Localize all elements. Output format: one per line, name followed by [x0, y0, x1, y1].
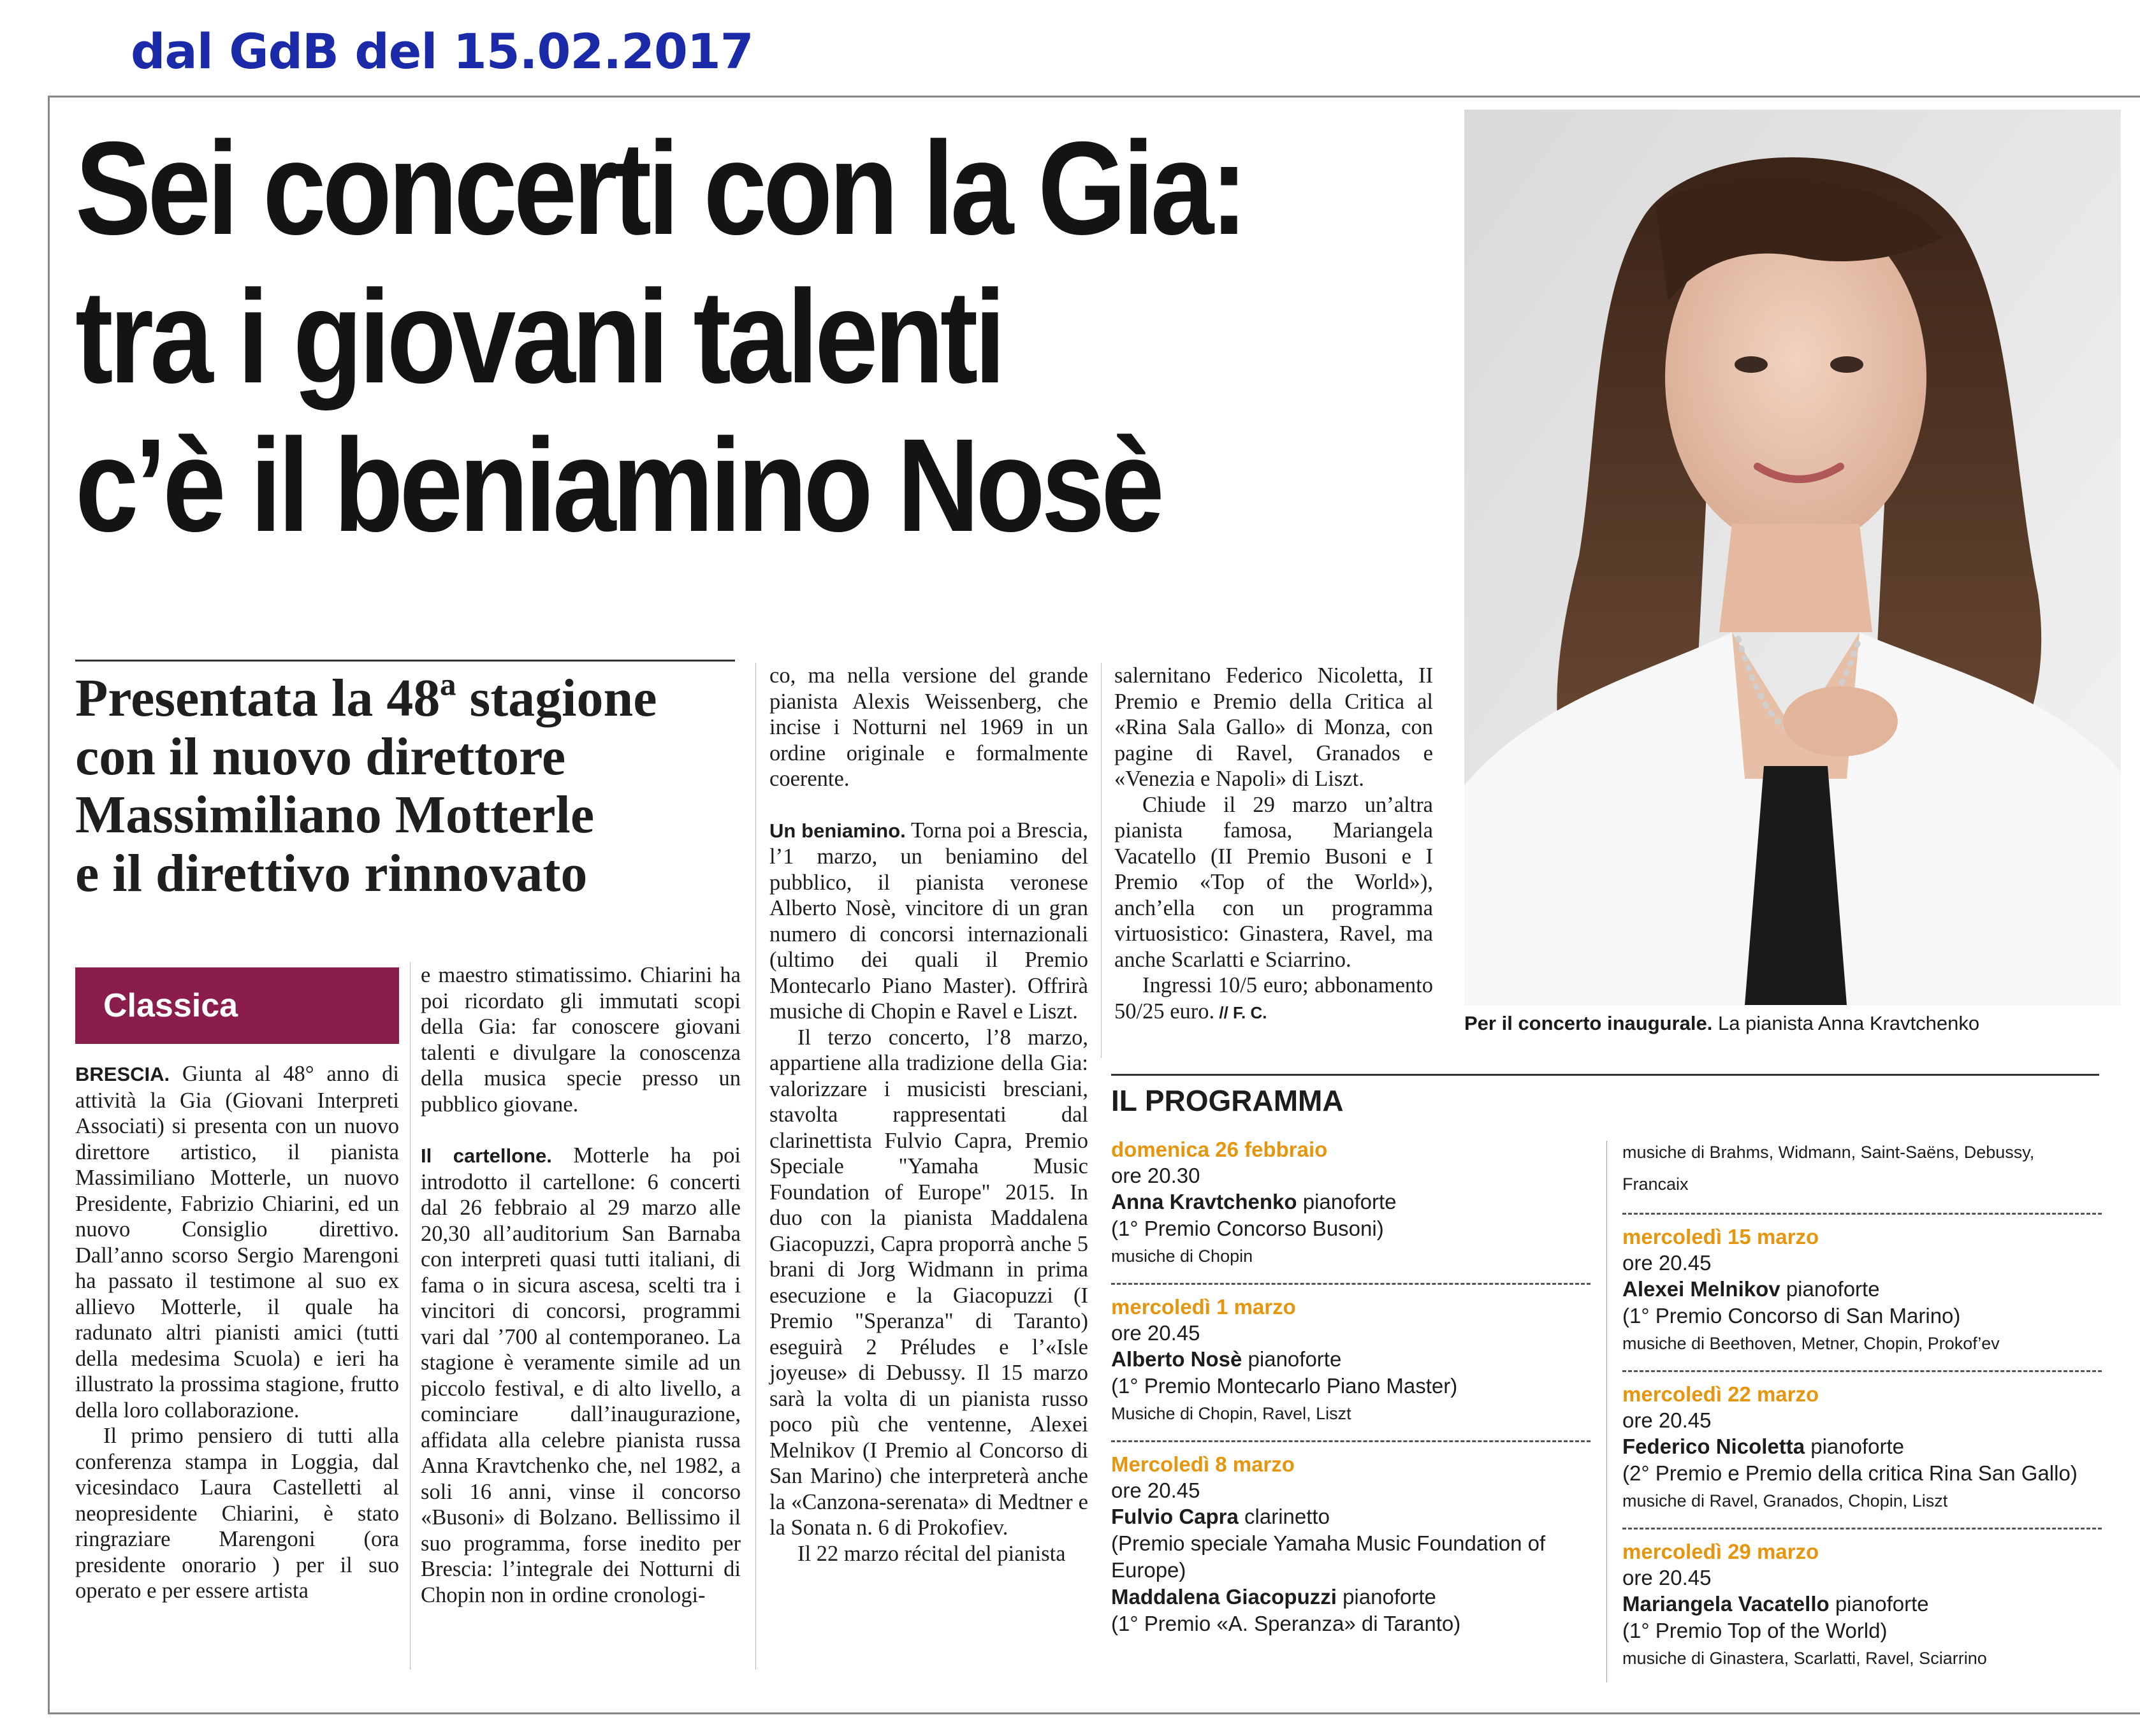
subhead-line-4: e il direttivo rinnovato: [75, 843, 588, 903]
body-column-3: [769, 663, 1088, 1566]
subhead-line-3: Massimiliano Motterle: [75, 785, 595, 845]
paragraph: [421, 1143, 741, 1608]
program-entry-continued: [1622, 1136, 2102, 1205]
photo-caption: [1464, 1012, 2121, 1035]
paragraph: Il 22 marzo récital del pianista: [797, 1541, 1066, 1566]
performer-instrument: pianoforte: [1780, 1277, 1880, 1301]
performer: [1622, 1591, 2102, 1617]
body-column-2: [421, 962, 741, 1608]
column-divider: [1101, 663, 1102, 1058]
paragraph: Il terzo concerto, l’8 marzo, appartiene alla tradizione della Gia: valorizzare i musicisti bresciani, stavolta rappresentati dal clarinettista Fulvio Capra, Premio Speciale "Yamaha Music Foundation of Europe" 2015. In duo con la pianista Maddalena Giacopuzzi, Capra proporrà anche 5 brani di Jorg Widmann in prima esecuzione e la Giacopuzzi (I Premio "Speranza" di Taranto) eseguirà 2 Préludes e l’«Isle joyeuse» di Debussy. Il 15 marzo sarà la volta di un pianista russo poco più che ventenne, Alexei Melnikov (I Premio al Concorso di San Marino) che interpreterà anche la «Canzona-serenata» di Medtner e la Sonata n. 6 di Prokofiev.: [769, 1025, 1088, 1540]
performer-prize: (1° Premio Concorso di San Marino): [1622, 1304, 1961, 1327]
performer: [1622, 1276, 2102, 1303]
paragraph: co, ma nella versione del grande pianista Alexis Weissenberg, che incise i Notturni nel 1969 in un ordine originale e formalmente coerente.: [769, 663, 1088, 791]
concert-date: Mercoledì 8 marzo: [1111, 1452, 1295, 1476]
paragraph: [1114, 973, 1433, 1025]
concert-time: ore 20.45: [1111, 1321, 1200, 1345]
paragraph: salernitano Federico Nicoletta, II Premio e Premio della Critica al «Rina Sala Gallo» di Monza, con pagine di Ravel, Granados e «Venezia e Napoli» di Liszt.: [1114, 663, 1433, 791]
performer: [1111, 1346, 1590, 1373]
performer-prize: (1° Premio «A. Speranza» di Taranto): [1111, 1612, 1461, 1635]
paragraph-text: Motterle ha poi introdotto il cartellone: 6 concerti dal 26 febbraio al 29 marzo alle 20,30 all’auditorium San Barnaba con interpreti quasi tutti italiani, di fama o in sicura ascesa, scelti tra i vincitori di concorsi, programmi vari dal ’700 al contemporaneo. La stagione è veramente simile ad un piccolo festival, e di alto livello, a cominciare dall’inaugurazione, affidata alla celebre pianista russa Anna Kravtchenko che, nel 1982, a soli 16 anni, vinse il concorso «Busoni» di Bolzano. Bellissimo il suo programma, forse inedito per Brescia: l’integrale dei Notturni di Chopin non in ordine cronologi-: [421, 1143, 741, 1607]
subsection-lead: Il cartellone.: [421, 1145, 552, 1167]
performer-name: Anna Kravtchenko: [1111, 1190, 1297, 1213]
subhead-rule: [75, 660, 735, 662]
performer-prize: (1° Premio Top of the World): [1622, 1619, 1888, 1642]
concert-time: ore 20.45: [1111, 1479, 1200, 1502]
concert-music: musiche di Chopin: [1111, 1247, 1253, 1266]
performer: [1111, 1503, 1590, 1530]
performer-instrument: pianoforte: [1336, 1585, 1436, 1609]
performer-name: Alberto Nosè: [1111, 1347, 1242, 1371]
paragraph-text: Torna poi a Brescia, l’1 marzo, un beniamino del pubblico, il pianista veronese Alberto Nosè, vincitore di un gran numero di concorsi internazionali (ultimo dei quali il Premio Montecarlo Piano Master). Offrirà musiche di Chopin e Ravel e Liszt.: [769, 818, 1088, 1024]
concert-music: musiche di Brahms, Widmann, Saint-Saëns, Debussy, Francaix: [1622, 1143, 2035, 1194]
paragraph: [769, 818, 1088, 1025]
concert-date: mercoledì 15 marzo: [1622, 1225, 1819, 1248]
section-tag: Classica: [75, 967, 399, 1044]
dateline: BRESCIA.: [75, 1063, 170, 1085]
performer-prize: (2° Premio e Premio della critica Rina San Gallo): [1622, 1461, 2078, 1485]
performer-instrument: pianoforte: [1297, 1190, 1397, 1213]
body-column-4: [1114, 663, 1433, 1025]
concert-music: Musiche di Chopin, Ravel, Liszt: [1111, 1404, 1351, 1423]
performer-prize: (1° Premio Concorso Busoni): [1111, 1217, 1384, 1240]
subsection-lead: Un beniamino.: [769, 819, 906, 842]
program-entry: [1111, 1283, 1590, 1433]
caption-lead: Per il concerto inaugurale.: [1464, 1012, 1713, 1034]
concert-time: ore 20.45: [1622, 1408, 1712, 1432]
program-entry: [1622, 1370, 2102, 1520]
headline-line-3: c’è il beniamino Nosè: [75, 411, 1161, 560]
program-column-left: [1111, 1136, 1590, 1642]
performer-instrument: pianoforte: [1242, 1347, 1342, 1371]
paragraph: [75, 1061, 399, 1423]
source-note: dal GdB del 15.02.2017: [131, 23, 753, 80]
body-column-1: [75, 1061, 399, 1604]
column-divider: [755, 663, 756, 1670]
concert-date: mercoledì 29 marzo: [1622, 1540, 1819, 1563]
program-column-right: [1622, 1136, 2102, 1677]
headline-line-1: Sei concerti con la Gia:: [75, 115, 1244, 263]
paragraph: Chiude il 29 marzo un’altra pianista famosa, Mariangela Vacatello (II Premio Busoni e I Premio «Top of the World»), anch’ella con un programma virtuosistico: Ginastera, Ravel, ma anche Scarlatti e Sciarrino.: [1114, 792, 1433, 972]
concert-time: ore 20.45: [1622, 1566, 1712, 1589]
headline: [75, 115, 1254, 560]
performer-name: Maddalena Giacopuzzi: [1111, 1585, 1337, 1609]
performer: [1622, 1433, 2102, 1460]
author-signature: // F. C.: [1214, 1002, 1267, 1022]
paragraph-text: Ingressi 10/5 euro; abbonamento 50/25 euro.: [1114, 973, 1433, 1024]
performer-name: Alexei Melnikov: [1622, 1277, 1780, 1301]
column-divider: [410, 962, 411, 1670]
subhead-line-2: con il nuovo direttore: [75, 727, 566, 786]
performer-prize: (Premio speciale Yamaha Music Foundation of Europe): [1111, 1531, 1546, 1582]
concert-music: musiche di Ginastera, Scarlatti, Ravel, Sciarrino: [1622, 1649, 1987, 1668]
performer-instrument: pianoforte: [1805, 1435, 1905, 1458]
performer-name: Mariangela Vacatello: [1622, 1592, 1830, 1616]
concert-music: musiche di Ravel, Granados, Chopin, Liszt: [1622, 1491, 1948, 1510]
program-entry: [1622, 1213, 2102, 1363]
subheadline: [75, 669, 738, 902]
concert-date: mercoledì 1 marzo: [1111, 1295, 1296, 1319]
concert-date: mercoledì 22 marzo: [1622, 1382, 1819, 1406]
subhead-line-1: Presentata la 48ª stagione: [75, 669, 657, 728]
performer-name: Fulvio Capra: [1111, 1505, 1239, 1528]
program-title: IL PROGRAMMA: [1111, 1084, 1344, 1117]
concert-time: ore 20.30: [1111, 1164, 1200, 1187]
portrait-photo: [1464, 110, 2121, 1005]
program-entry: [1622, 1528, 2102, 1677]
performer-prize: (1° Premio Montecarlo Piano Master): [1111, 1374, 1458, 1398]
program-divider: [1606, 1141, 1607, 1682]
program-rule: [1111, 1074, 2099, 1076]
program-entry: [1111, 1136, 1590, 1275]
concert-time: ore 20.45: [1622, 1251, 1712, 1275]
headline-line-2: tra i giovani talenti: [75, 263, 1002, 411]
caption-text: La pianista Anna Kravtchenko: [1712, 1012, 1980, 1034]
program-entry: [1111, 1440, 1590, 1642]
concert-date: domenica 26 febbraio: [1111, 1138, 1328, 1161]
concert-music: musiche di Beethoven, Metner, Chopin, Prokof’ev: [1622, 1334, 2000, 1353]
performer-name: Federico Nicoletta: [1622, 1435, 1805, 1458]
performer: [1111, 1584, 1590, 1610]
paragraph: Il primo pensiero di tutti alla conferenza stampa in Loggia, dal vicesindaco Laura Castelletti al neopresidente Chiarini, è stato ringraziare Marengoni (ora presidente onorario ) per il suo operato e per essere artista: [75, 1424, 399, 1603]
paragraph: e maestro stimatissimo. Chiarini ha poi ricordato gli immutati scopi della Gia: far conoscere giovani talenti e divulgare la conoscenza della musica specie presso un pubblico giovane.: [421, 963, 741, 1117]
performer-instrument: clarinetto: [1238, 1505, 1330, 1528]
paragraph-text: Giunta al 48° anno di attività la Gia (Giovani Interpreti Associati) si presenta con un nuovo direttore artistico, il pianista Massimiliano Motterle, un nuovo Presidente, Fabrizio Chiarini, ed un nuovo Consiglio direttivo. Dall’anno scorso Sergio Marengoni ha passato il testimone al suo ex allievo Motterle, il quale ha radunato altri pianisti amici (tutti della medesima Scuola) e ieri ha illustrato la prossima stagione, frutto della loro collaborazione.: [75, 1062, 399, 1422]
performer: [1111, 1189, 1590, 1215]
performer-instrument: pianoforte: [1829, 1592, 1929, 1616]
